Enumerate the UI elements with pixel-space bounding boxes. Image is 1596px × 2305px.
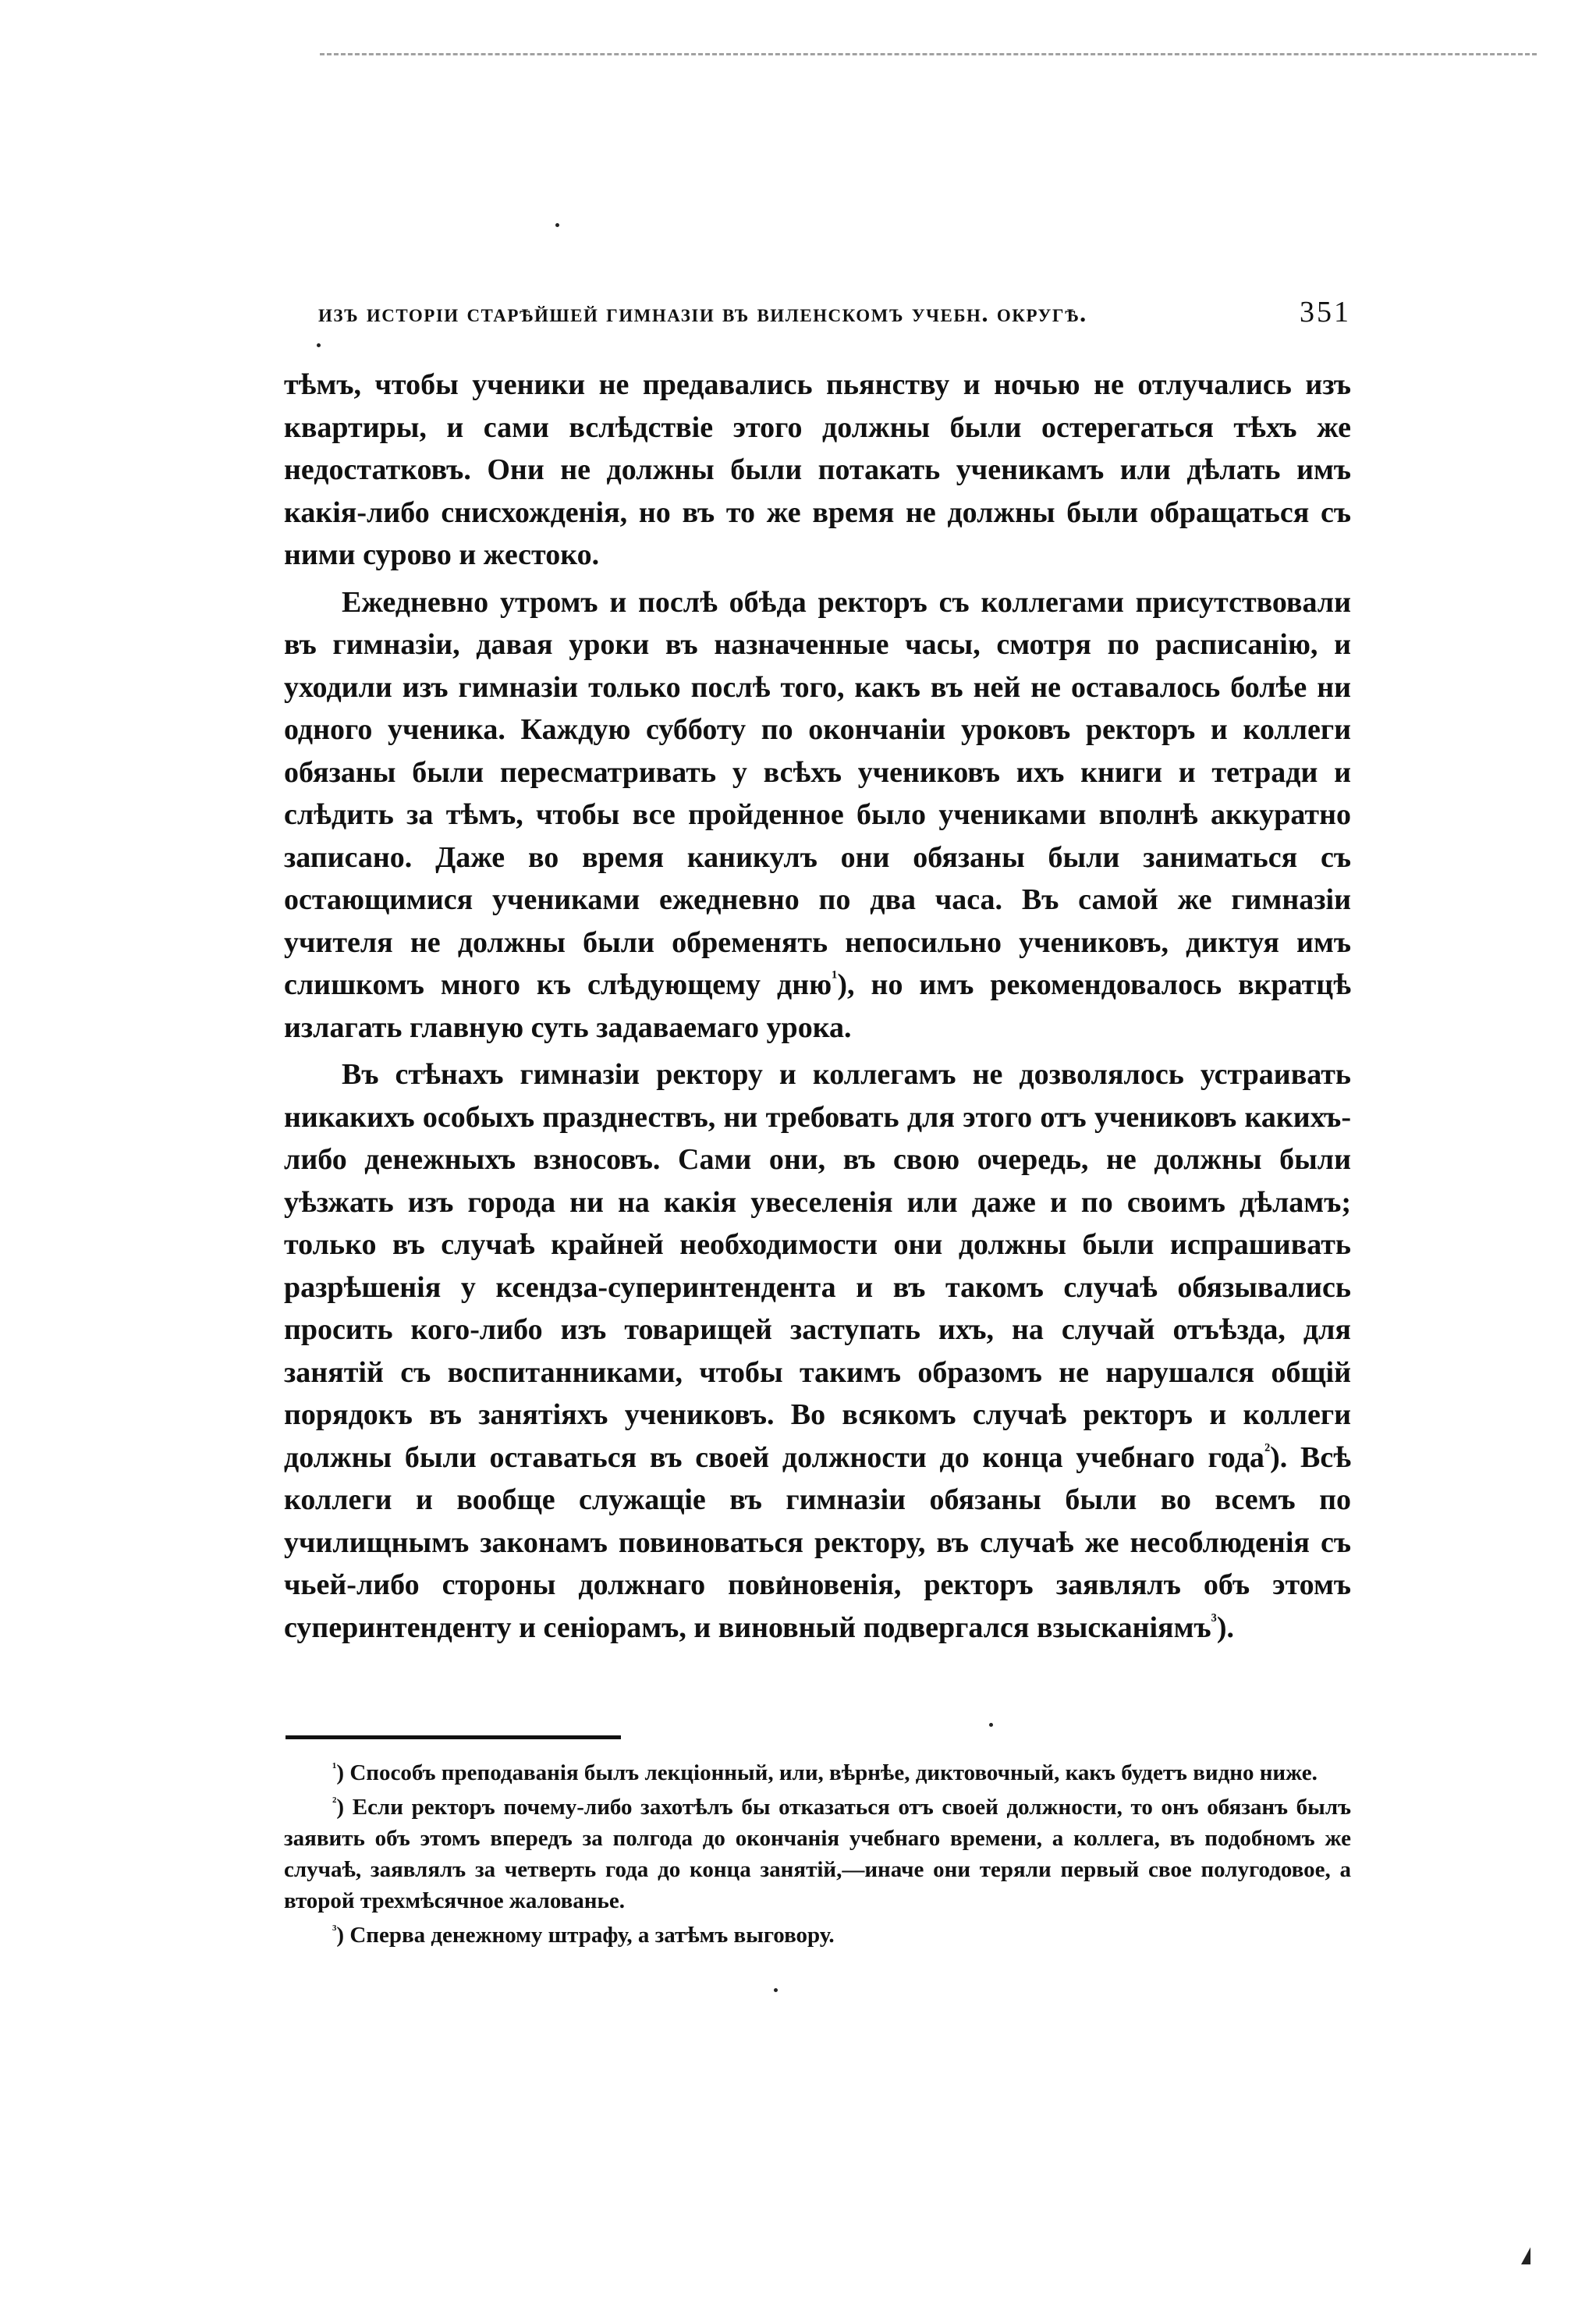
paragraph-text: ), но имъ рекомендовалось вкратцѣ излагать главную суть задаваемаго урока. (284, 968, 1351, 1044)
footnote-1 (284, 1757, 1351, 1788)
paragraph-daily-lessons (284, 581, 1351, 1050)
scan-speck (989, 1723, 993, 1727)
scan-corner-mark (1521, 2247, 1530, 2264)
scan-speck (317, 343, 321, 347)
footnote-2 (284, 1792, 1351, 1916)
running-head (318, 295, 1351, 329)
paragraph-regulations (284, 1053, 1351, 1649)
footnotes (284, 1757, 1351, 1954)
scan-speck (555, 223, 559, 227)
running-head-title: изъ исторіи старѣйшей гимназіи въ виленскомъ учебн. округѣ. (318, 300, 1087, 328)
footnote-ref-1[interactable]: ¹ (832, 968, 838, 988)
footnote-ref-2[interactable]: ² (1264, 1440, 1271, 1461)
paragraph-text: ). (1216, 1611, 1235, 1644)
footnote-text: ) Если ректоръ почему-либо захотѣлъ бы отказаться отъ своей должности, то онъ обязанъ былъ заявить объ этомъ впередъ за полгода до окончанія учебнаго времени, а коллега, въ подобномъ же случаѣ, заявлялъ за четверть года до конца занятій,—иначе они теряли первый свое полугодовое, а второй трехмѣсячное жалованье. (284, 1795, 1351, 1913)
footnote-text: ) Сперва денежному штрафу, а затѣмъ выговору. (336, 1923, 835, 1948)
paragraph-continuation (284, 364, 1351, 577)
footnote-3 (284, 1920, 1351, 1951)
footnote-marker: ² (332, 1794, 337, 1810)
paragraph-text: Ежедневно утромъ и послѣ обѣда ректоръ съ коллегами присутствовали въ гимназіи, давая уроки въ назначенные часы, смотря по расписанію, и уходили изъ гимназіи только послѣ того, какъ въ ней не оставалось болѣе ни одного ученика. Каждую субботу по окончаніи уроковъ ректоръ и коллеги обязаны были пересматривать у всѣхъ учениковъ ихъ книги и тетради и слѣдить за тѣмъ, чтобы все пройденное было учениками вполнѣ аккуратно записано. Даже во время каникулъ они обязаны были заниматься съ остающимися учениками ежедневно по два часа. Въ самой же гимназіи учителя не должны были обременять непосильно учениковъ, диктуя имъ слишкомъ много къ слѣдующему дню (284, 585, 1351, 1001)
footnote-divider (286, 1735, 621, 1739)
scan-speck (774, 1988, 778, 1992)
page-number: 351 (1300, 296, 1351, 329)
main-text (284, 364, 1351, 1653)
footnote-text: ) Способъ преподаванія былъ лекціонный, или, вѣрнѣе, диктовочный, какъ будетъ видно ниже. (336, 1760, 1318, 1785)
footnote-ref-3[interactable]: ³ (1211, 1610, 1217, 1631)
footnote-marker: ³ (332, 1922, 337, 1937)
paragraph-text: Въ стѣнахъ гимназіи ректору и коллегамъ не дозволялось устраивать никакихъ особыхъ празднествъ, ни требовать для этого отъ учениковъ какихъ-либо денежныхъ взносовъ. Сами они, въ свою очередь, не должны были уѣзжать изъ города ни на какія увеселенія или даже и по своимъ дѣламъ; только въ случаѣ крайней необходимости они должны были испрашивать разрѣшенія у ксендза-суперинтендента и въ такомъ случаѣ обязывались просить кого-либо изъ товарищей заступать ихъ, на случай отъѣзда, для занятій съ воспитанниками, чтобы такимъ образомъ не нарушался общій порядокъ въ занятіяхъ учениковъ. Во всякомъ случаѣ ректоръ и коллеги должны были оставаться въ своей должности до конца учебнаго года (284, 1058, 1351, 1474)
paragraph-text: ). Всѣ коллеги и вообще служащіе въ гимназіи обязаны были во всемъ по училищнымъ законамъ повиноваться ректору, въ случаѣ же несоблюденія съ чьей-либо стороны должнаго повиновенія, ректоръ заявлялъ объ этомъ суперинтенденту и сеніорамъ, и виновный подвергался взысканіямъ (284, 1440, 1352, 1644)
paragraph-text: тѣмъ, чтобы ученики не предавались пьянству и ночью не отлучались изъ квартиры, и сами вслѣдствіе этого должны были остерегаться тѣхъ же недостатковъ. Они не должны были потакать ученикамъ или дѣлать имъ какія-либо снисхожденія, но въ то же время не должны были обращаться съ ними сурово и жестоко. (284, 368, 1351, 571)
footnote-marker: ¹ (332, 1760, 337, 1775)
scan-top-rule (320, 53, 1537, 55)
